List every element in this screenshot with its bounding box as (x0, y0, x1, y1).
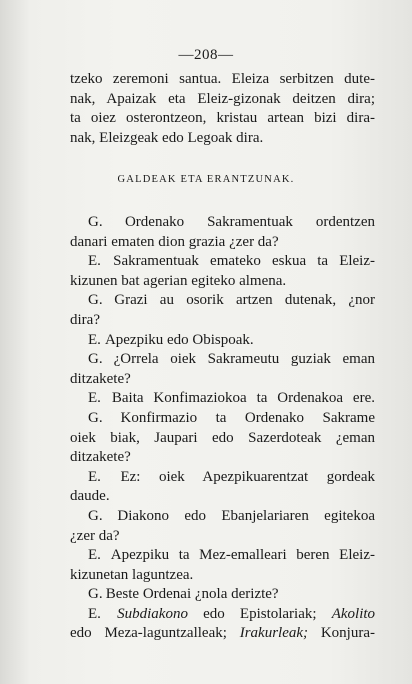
question-answer-block (70, 213, 375, 644)
text-line: daude. (70, 488, 110, 505)
speaker-label: G. (88, 351, 103, 368)
question-line (70, 409, 375, 429)
line-text: ¿Orrela oiek Sakrameutu guziak eman (113, 351, 375, 368)
question-line (70, 585, 375, 605)
question-line (70, 507, 375, 527)
line-text: Apezpiku ta Mez-emalleari beren Eleiz- (110, 547, 375, 564)
page-number: —208— (178, 47, 234, 63)
text-line: tzeko zeremoni santua. Eleiza serbitzen dute- (70, 71, 375, 87)
line-text: Ez: oiek Apezpikuarentzat gordeak (120, 468, 375, 485)
speaker-label: G. (88, 586, 103, 603)
speaker-label: E. (88, 331, 101, 348)
line-text: Konfirmazio ta Ordenako Sakrame (120, 409, 376, 426)
answer-line (70, 331, 375, 351)
question-line (70, 350, 375, 370)
speaker-label: G. (88, 292, 103, 309)
speaker-label: E. (88, 253, 101, 270)
line-text: Beste Ordenai ¿nola derizte? (105, 586, 279, 603)
section-heading: GALDEAK ETA ERANTZUNAK. (117, 174, 295, 185)
speaker-label: G. (88, 507, 103, 524)
speaker-label: E. (88, 468, 101, 485)
line-text: Konjura- (320, 625, 375, 642)
italic-term: Subdiakono (117, 605, 188, 622)
text-line: kizunen bat agerian egiteko almena. (70, 272, 287, 289)
text-line: dira? (70, 311, 100, 328)
line-text: Ordenako Sakramentuak ordentzen (124, 214, 375, 230)
intro-paragraph (70, 70, 375, 148)
answer-line (70, 389, 375, 409)
speaker-label: E. (88, 547, 101, 564)
text-line: nak, Eleizgeak edo Legoak dira. (70, 129, 264, 146)
line-text: edo Epistolariak; (203, 605, 317, 622)
line-text: edo Meza-laguntzalleak; (70, 625, 227, 642)
answer-line (70, 605, 375, 625)
text-line: nak, Apaizak eta Eleiz-gizonak deitzen dira; (70, 90, 375, 107)
line-text: Grazi au osorik artzen dutenak, ¿nor (114, 292, 375, 309)
text-line: ¿zer da? (70, 527, 120, 544)
text-line: oiek biak, Jaupari edo Sazerdoteak ¿eman (70, 429, 375, 446)
speaker-label: G. (88, 214, 103, 230)
question-line (70, 213, 375, 233)
line-text: Baita Konfimaziokoa ta Ordenakoa ere. (111, 390, 375, 407)
answer-line (70, 468, 375, 488)
text-line: ditzakete? (70, 370, 131, 387)
line-text: Sakramentuak emateko eskua ta Eleiz- (113, 253, 375, 270)
text-line: kizunetan laguntzea. (70, 566, 194, 583)
speaker-label: E. (88, 605, 101, 622)
speaker-label: G. (88, 409, 103, 426)
line-text: Apezpiku edo Obispoak. (104, 331, 254, 348)
speaker-label: E. (88, 390, 101, 407)
italic-term: Akolito (331, 605, 376, 622)
question-line (70, 291, 375, 311)
text-line (70, 624, 375, 644)
line-text: Diakono edo Ebanjelariaren egitekoa (117, 507, 375, 524)
italic-term: Irakurleak; (239, 625, 309, 642)
answer-line (70, 252, 375, 272)
answer-line (70, 546, 375, 566)
text-line: danari ematen dion grazia ¿zer da? (70, 233, 279, 250)
text-line: ditzakete? (70, 449, 131, 466)
text-line: ta oiez osterontzeon, kristau artean bizi dira- (70, 110, 375, 127)
